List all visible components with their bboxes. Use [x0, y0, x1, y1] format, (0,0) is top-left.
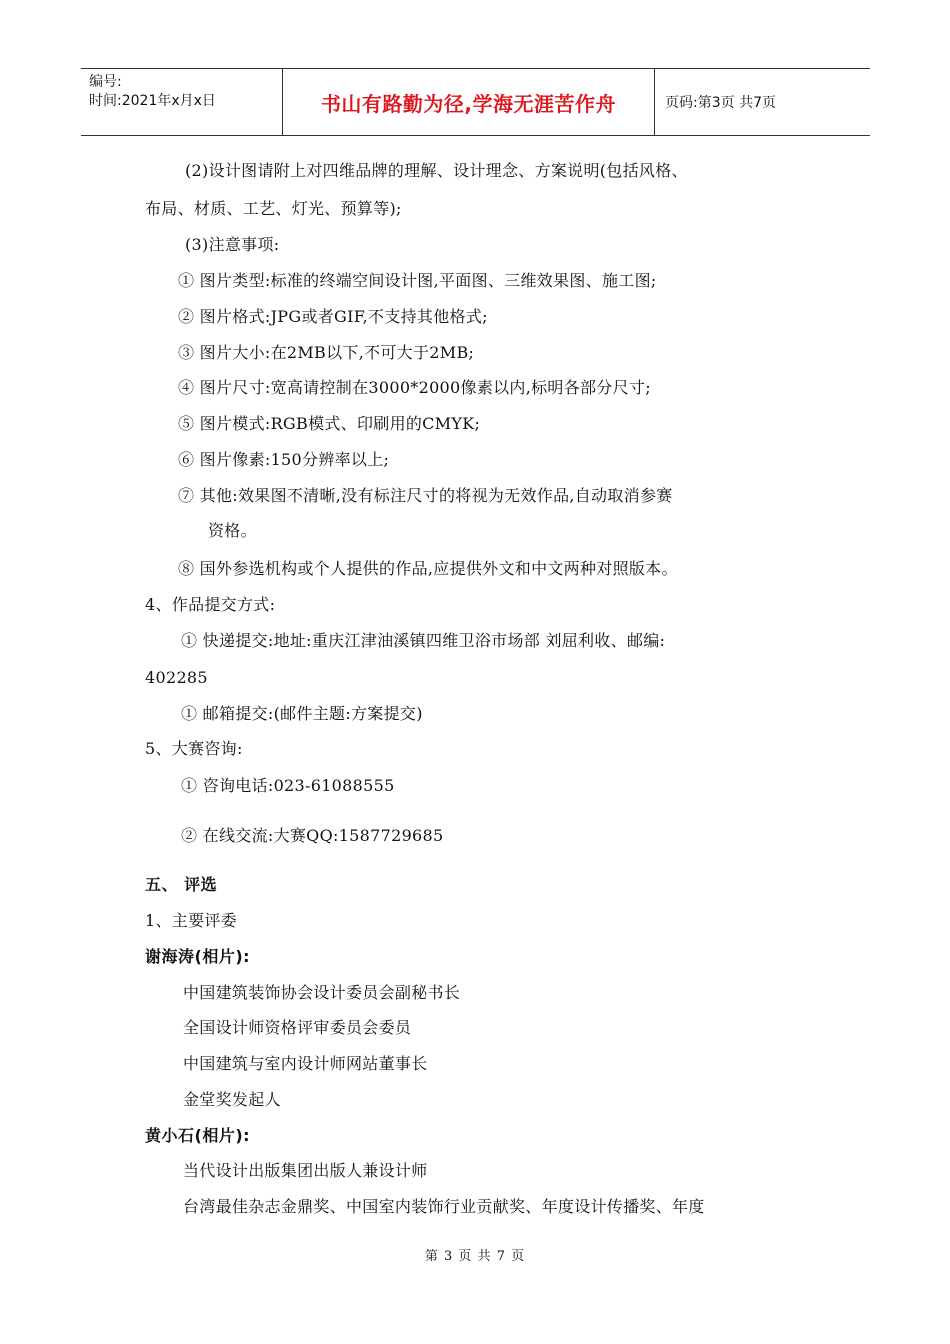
- header-motto: 书山有路勤为径,学海无涯苦作舟: [283, 69, 655, 135]
- page-footer-number: 第 3 页 共 7 页: [424, 1249, 526, 1264]
- document-number-label: 编号:: [89, 74, 122, 90]
- list-item-courier-postcode: 402285: [145, 668, 208, 687]
- list-item-phone: ① 咨询电话:023-61088555: [181, 776, 395, 795]
- list-item-image-format: ② 图片格式:JPG或者GIF,不支持其他格式;: [178, 307, 488, 326]
- list-item-other-line2: 资格。: [208, 521, 257, 540]
- list-item-image-mode: ⑤ 图片模式:RGB模式、印刷用的CMYK;: [178, 414, 481, 433]
- judge-xie-title-3: 中国建筑与室内设计师网站董事长: [183, 1054, 428, 1073]
- list-item-image-type: ① 图片类型:标准的终端空间设计图,平面图、三维效果图、施工图;: [178, 271, 657, 290]
- paragraph-design-notes-line2: 布局、材质、工艺、灯光、预算等);: [145, 199, 402, 218]
- list-item-image-dimensions: ④ 图片尺寸:宽高请控制在3000*2000像素以内,标明各部分尺寸;: [178, 378, 651, 397]
- list-item-image-size: ③ 图片大小:在2MB以下,不可大于2MB;: [178, 343, 475, 362]
- judge-name-xie: 谢海涛(相片):: [145, 947, 251, 966]
- section-consultation-heading: 5、大赛咨询:: [145, 739, 243, 758]
- paragraph-design-notes-line1: (2)设计图请附上对四维品牌的理解、设计理念、方案说明(包括风格、: [185, 161, 688, 180]
- judge-huang-title-1: 当代设计出版集团出版人兼设计师: [183, 1161, 428, 1180]
- judge-name-huang: 黄小石(相片):: [145, 1126, 251, 1145]
- list-item-email-submission: ① 邮箱提交:(邮件主题:方案提交): [181, 704, 423, 723]
- list-item-foreign-entries: ⑧ 国外参选机构或个人提供的作品,应提供外文和中文两种对照版本。: [178, 559, 678, 578]
- judge-xie-title-2: 全国设计师资格评审委员会委员: [183, 1018, 412, 1037]
- list-item-other-line1: ⑦ 其他:效果图不清晰,没有标注尺寸的将视为无效作品,自动取消参赛: [178, 486, 673, 505]
- section-judges-heading: 1、主要评委: [145, 911, 237, 930]
- judge-xie-title-4: 金堂奖发起人: [183, 1090, 281, 1109]
- chapter-heading-selection: 五、 评选: [145, 875, 218, 894]
- header-meta: [81, 69, 283, 135]
- judge-xie-title-1: 中国建筑装饰协会设计委员会副秘书长: [183, 983, 461, 1002]
- page-header: [81, 68, 870, 136]
- header-page-info: 页码:第3页 共7页: [665, 95, 776, 111]
- document-date: 时间:2021年x月x日: [89, 93, 216, 109]
- judge-huang-title-2: 台湾最佳杂志金鼎奖、中国室内装饰行业贡献奖、年度设计传播奖、年度: [183, 1197, 705, 1216]
- list-item-online-qq: ② 在线交流:大赛QQ:1587729685: [181, 826, 444, 845]
- item-notes-heading: (3)注意事项:: [185, 235, 280, 254]
- list-item-courier-line1: ① 快递提交:地址:重庆江津油溪镇四维卫浴市场部 刘屈利收、邮编:: [181, 631, 666, 650]
- section-submission-heading: 4、作品提交方式:: [145, 595, 276, 614]
- list-item-image-resolution: ⑥ 图片像素:150分辨率以上;: [178, 450, 390, 469]
